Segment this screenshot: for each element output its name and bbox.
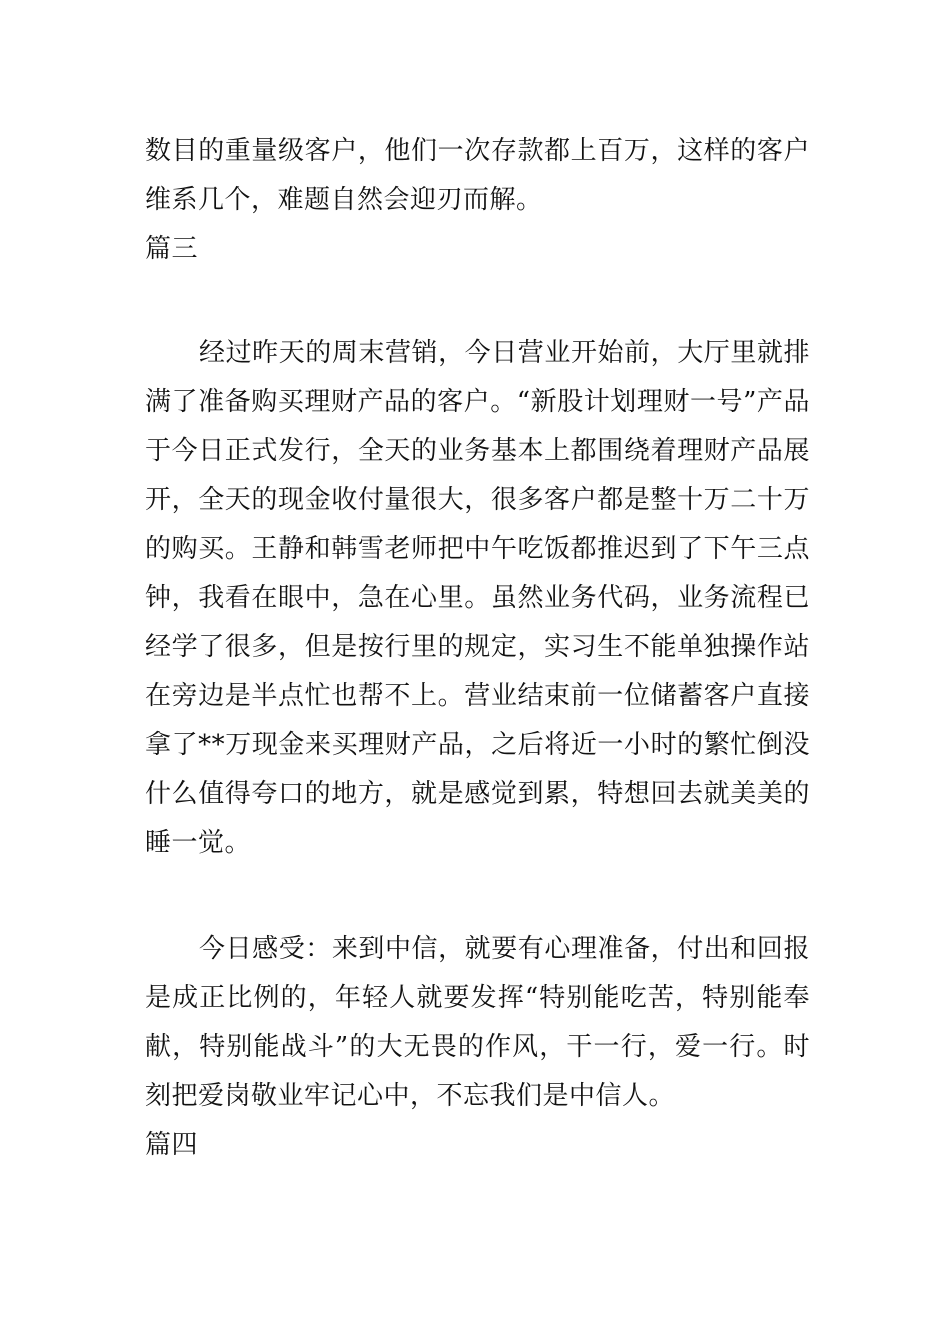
section-heading: 篇四 <box>145 1130 199 1160</box>
body-paragraph: 经过昨天的周末营销，今日营业开始前，大厅里就排满了准备购买理财产品的客户。“新股计划理财一号”产品于今日正式发行，全天的业务基本上都围绕着理财产品展开，全天的现金收付量很大，很多客户都是整十万二十万的购买。王静和韩雪老师把中午吃饭都推迟到了下午三点钟，我看在眼中，急在心里。虽然业务代码，业务流程已经学了很多，但是按行里的规定，实习生不能单独操作站在旁边是半点忙也帮不上。营业结束前一位储蓄客户直接拿了**万现金来买理财产品，之后将近一小时的繁忙倒没什么值得夸口的地方，就是感觉到累，特想回去就美美的睡一觉。 <box>145 338 810 858</box>
body-paragraph-block <box>145 329 810 868</box>
continuation-paragraph-block <box>145 127 810 225</box>
continuation-paragraph: 数目的重量级客户，他们一次存款都上百万，这样的客户维系几个，难题自然会迎刃而解。 <box>145 136 810 215</box>
reflection-paragraph: 今日感受：来到中信，就要有心理准备，付出和回报是成正比例的，年轻人就要发挥“特别能吃苦，特别能奉献，特别能战斗”的大无畏的作风，干一行，爱一行。时刻把爱岗敬业牢记心中，不忘我们是中信人。 <box>145 934 810 1111</box>
section-heading: 篇三 <box>145 234 199 264</box>
reflection-paragraph-block <box>145 925 810 1121</box>
section-heading-block <box>145 225 810 274</box>
section-heading-block <box>145 1121 810 1170</box>
